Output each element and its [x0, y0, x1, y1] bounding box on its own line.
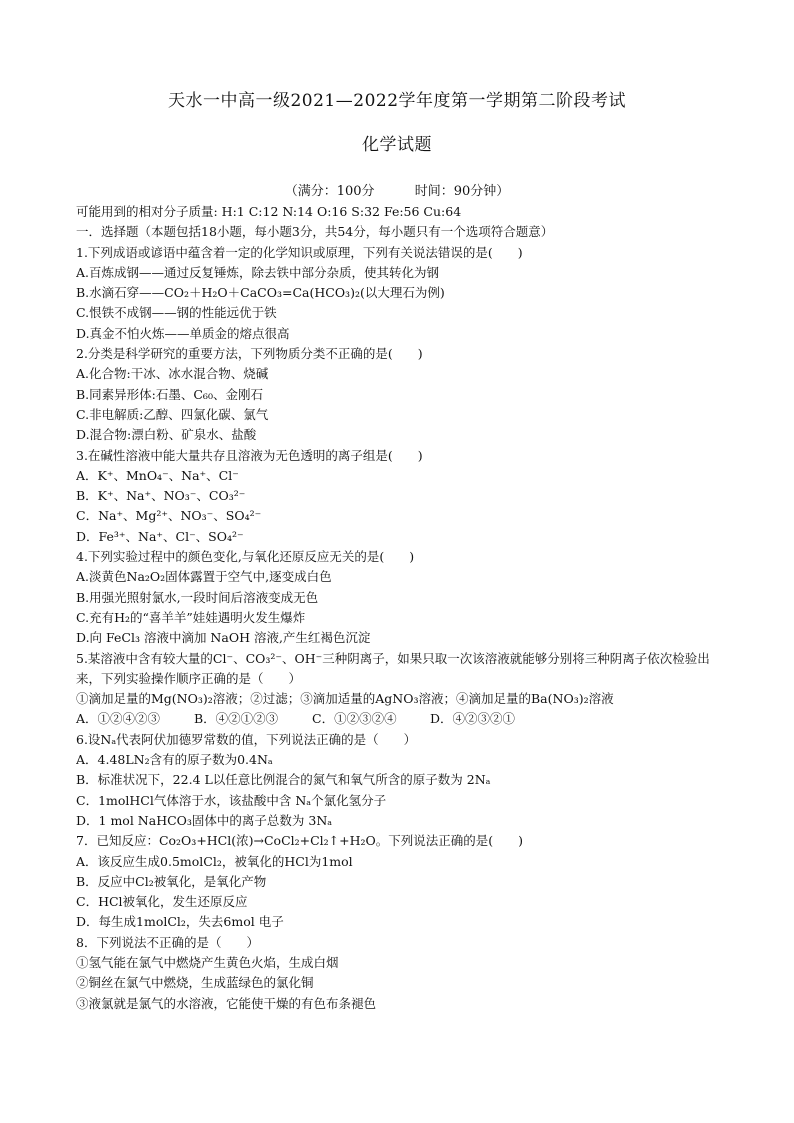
- question-options-row: [76, 709, 726, 729]
- question-option: C．HCl被氧化，发生还原反应: [76, 894, 248, 910]
- question-stem: 8．下列说法不正确的是（ ）: [76, 934, 259, 950]
- question-option: D．1 mol NaHCO₃固体中的离子总数为 3Nₐ: [76, 812, 333, 828]
- question-option: C.充有H₂的“喜羊羊”娃娃遇明火发生爆炸: [76, 609, 306, 625]
- question-option: A．4.48LN₂含有的原子数为0.4Nₐ: [76, 752, 273, 768]
- question-option: B．④②①②③: [194, 711, 279, 727]
- question-option: A.百炼成钢——通过反复锤炼，除去铁中部分杂质，使其转化为钢: [76, 264, 440, 280]
- question-stem: 1.下列成语或谚语中蕴含着一定的化学知识或原理，下列有关说法错误的是( ): [76, 244, 523, 260]
- question-option: D．每生成1molCl₂，失去6mol 电子: [76, 914, 284, 930]
- question-stem: 7．已知反应：Co₂O₃+HCl(浓)→CoCl₂+Cl₂↑+H₂O。下列说法正确的是( ): [76, 833, 524, 849]
- question-stem: 6.设Nₐ代表阿伏加德罗常数的值，下列说法正确的是（ ）: [76, 731, 417, 747]
- question-option: D.混合物:漂白粉、矿泉水、盐酸: [76, 427, 257, 443]
- question-option: A.淡黄色Na₂O₂固体露置于空气中,逐变成白色: [76, 569, 332, 585]
- question-option: B.同素异形体:石墨、C₆₀、金刚石: [76, 386, 263, 402]
- question-option: B.水滴石穿——CO₂＋H₂O＋CaCO₃=Ca(HCO₃)₂(以大理石为例): [76, 285, 445, 301]
- question-option: A.化合物:干冰、冰水混合物、烧碱: [76, 366, 269, 382]
- exam-subtitle: 化学试题: [362, 135, 432, 155]
- score-time-line: [0, 180, 794, 199]
- question-option: C．Na⁺、Mg²⁺、NO₃⁻、SO₄²⁻: [76, 508, 262, 524]
- question-substem: ①滴加足量的Mg(NO₃)₂溶液；②过滤；③滴加适量的AgNO₃溶液；④滴加足量的Ba(NO₃)₂溶液: [76, 691, 614, 707]
- question-stem: 5.某溶液中含有较大量的Cl⁻、CO₃²⁻、OH⁻三种阴离子，如果只取一次该溶液就能够分别将三种阴离子依次检验出来，下列实验操作顺序正确的是（ ）: [76, 650, 710, 686]
- full-score: （满分：100分: [284, 184, 375, 199]
- question-option: A．①②④②③: [76, 711, 161, 727]
- exam-time: 时间：90分钟）: [414, 184, 510, 199]
- question-option: C.恨铁不成钢——钢的性能远优于铁: [76, 305, 277, 321]
- atomic-masses: 可能用到的相对分子质量: H:1 C:12 N:14 O:16 S:32 Fe:56 Cu:64: [76, 204, 462, 219]
- exam-title: 天水一中高一级2021—2022学年度第一学期第二阶段考试: [167, 91, 627, 111]
- question-stem: 2.分类是科学研究的重要方法，下列物质分类不正确的是( ): [76, 346, 423, 362]
- question-option: A．该反应生成0.5molCl₂，被氧化的HCl为1mol: [76, 853, 353, 869]
- question-option: D．Fe³⁺、Na⁺、Cl⁻、SO₄²⁻: [76, 528, 244, 544]
- question-option: ①氢气能在氯气中燃烧产生黄色火焰，生成白烟: [76, 954, 339, 970]
- question-option: D.向 FeCl₃ 溶液中滴加 NaOH 溶液,产生红褐色沉淀: [76, 630, 371, 646]
- question-option: C．1molHCl气体溶于水，该盐酸中含 Nₐ个氯化氢分子: [76, 792, 387, 808]
- exam-body: [76, 202, 726, 1014]
- question-stem: 3.在碱性溶液中能大量共存且溶液为无色透明的离子组是( ): [76, 447, 423, 463]
- question-option: C．①②③②④: [312, 711, 397, 727]
- question-option: B．标准状况下，22.4 L以任意比例混合的氮气和氧气所含的原子数为 2Nₐ: [76, 772, 491, 788]
- question-stem: 4.下列实验过程中的颜色变化,与氧化还原反应无关的是( ): [76, 549, 415, 565]
- question-option: B.用强光照射氯水,一段时间后溶液变成无色: [76, 589, 319, 605]
- question-option: B．反应中Cl₂被氧化，是氧化产物: [76, 873, 267, 889]
- question-option: C.非电解质:乙醇、四氯化碳、氯气: [76, 406, 269, 422]
- section-heading: 一．选择题（本题包括18小题，每小题3分，共54分，每小题只有一个选项符合题意）: [76, 224, 554, 240]
- question-option: D.真金不怕火炼——单质金的熔点很高: [76, 325, 290, 341]
- question-option: ③液氯就是氯气的水溶液，它能使干燥的有色布条褪色: [76, 995, 377, 1011]
- question-option: ②铜丝在氯气中燃烧，生成蓝绿色的氯化铜: [76, 975, 314, 991]
- question-option: A．K⁺、MnO₄⁻、Na⁺、Cl⁻: [76, 467, 239, 483]
- question-option: B．K⁺、Na⁺、NO₃⁻、CO₃²⁻: [76, 488, 246, 504]
- question-option: D．④②③②①: [430, 711, 516, 727]
